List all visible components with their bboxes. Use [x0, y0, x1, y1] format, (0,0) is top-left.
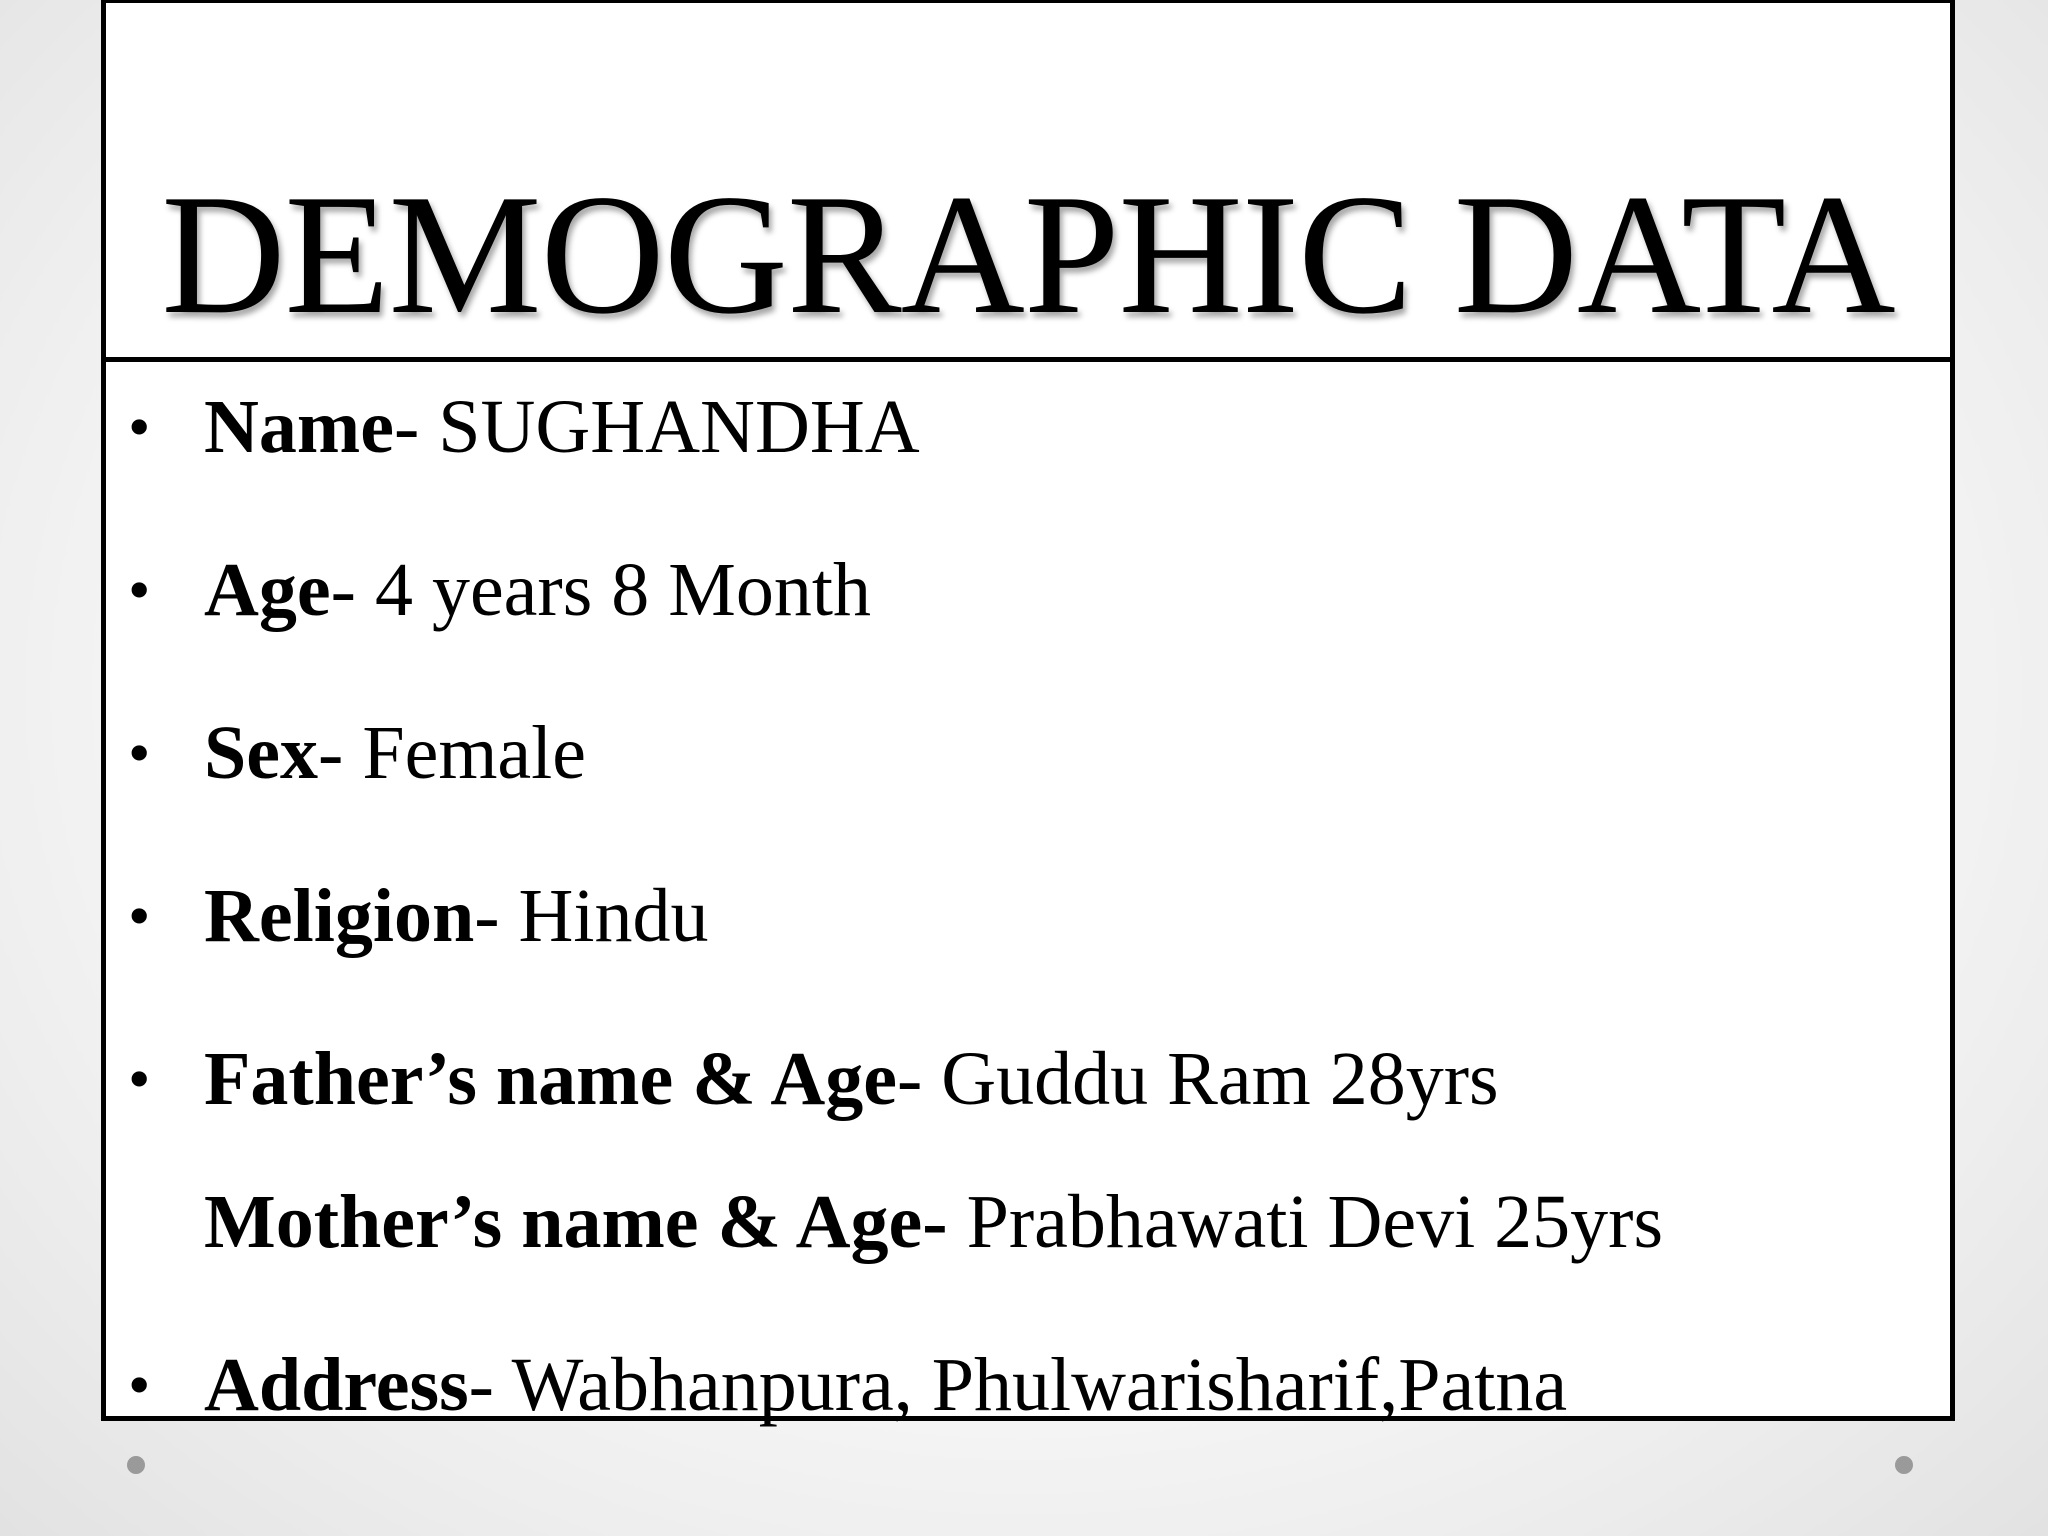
- item-value: Prabhawati Devi 25yrs: [966, 1180, 1664, 1264]
- item-text: [204, 1034, 1499, 1124]
- item-separator: -: [330, 548, 375, 632]
- item-text: [204, 382, 920, 472]
- item-separator: -: [896, 1037, 942, 1121]
- bullet-icon: •: [128, 391, 151, 462]
- bullet-icon: •: [128, 880, 151, 951]
- item-value: Guddu Ram 28yrs: [941, 1037, 1499, 1121]
- bullet-icon: •: [128, 717, 151, 788]
- item-label: Religion: [204, 874, 475, 958]
- item-text: [204, 708, 586, 798]
- decorative-dot-right: [1895, 1456, 1913, 1474]
- item-separator: -: [318, 711, 363, 795]
- slide-content-frame: [101, 0, 1955, 1427]
- item-separator: -: [474, 874, 519, 958]
- item-label: Sex: [204, 711, 318, 795]
- item-value: 4 years 8 Month: [374, 548, 871, 632]
- item-separator: -: [468, 1343, 512, 1427]
- item-value: SUGHANDHA: [438, 385, 920, 469]
- item-label: Father’s name & Age: [204, 1037, 897, 1121]
- item-value: Wabhanpura, Phulwarisharif,Patna: [511, 1343, 1568, 1427]
- item-label: Age: [204, 548, 331, 632]
- item-label: Name: [204, 385, 394, 469]
- item-text: [204, 871, 709, 961]
- title-box: [106, 3, 1950, 362]
- slide-title: DEMOGRAPHIC DATA: [161, 160, 1895, 350]
- item-text: [204, 545, 871, 635]
- bullet-icon: •: [128, 554, 151, 625]
- bullet-icon: •: [128, 1349, 151, 1420]
- item-separator: -: [393, 385, 439, 469]
- item-value: Female: [362, 711, 587, 795]
- decorative-dot-left: [127, 1456, 145, 1474]
- item-text: [204, 1340, 1567, 1430]
- bullet-icon: •: [128, 1043, 151, 1114]
- item-label: Address: [204, 1343, 469, 1427]
- item-label: Mother’s name & Age-: [204, 1180, 948, 1264]
- item-text: [204, 1177, 1663, 1267]
- item-separator: [948, 1180, 967, 1264]
- item-value: Hindu: [518, 874, 709, 958]
